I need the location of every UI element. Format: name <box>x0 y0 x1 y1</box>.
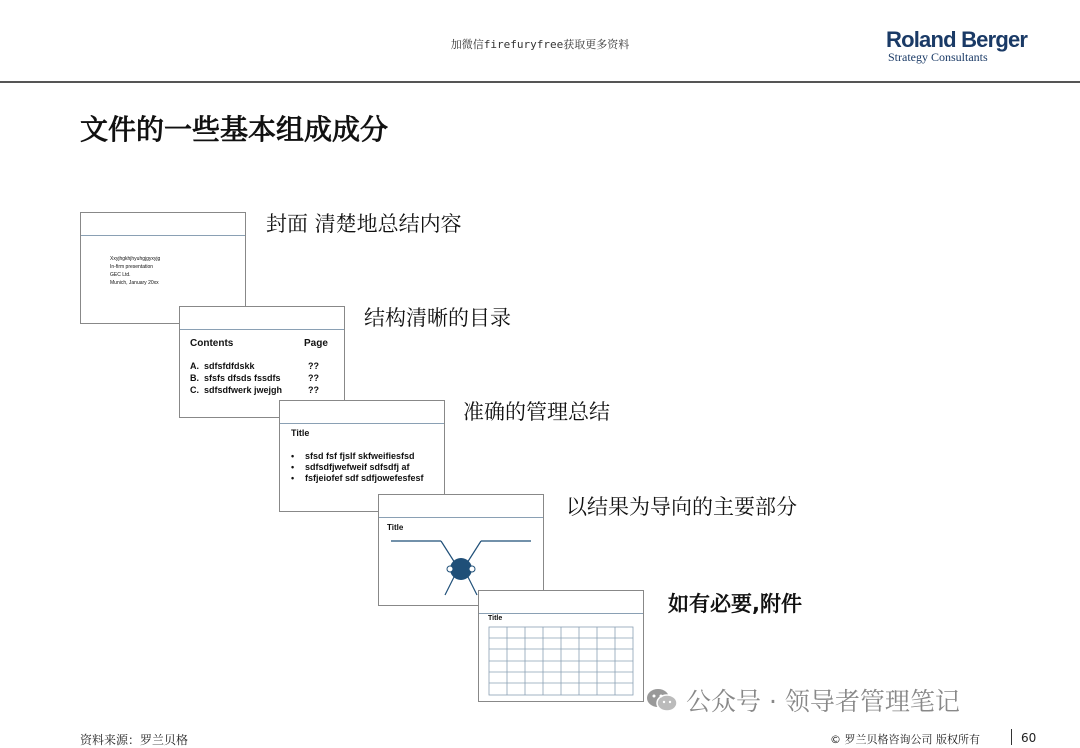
cover-caption: 封面 清楚地总结内容 <box>266 212 462 236</box>
main-heading: Title <box>387 523 404 532</box>
contents-heading: Contents <box>190 338 234 349</box>
network-diagram <box>379 495 543 605</box>
contents-caption: 结构清晰的目录 <box>364 306 511 330</box>
header-note: 加微信firefuryfree获取更多资料 <box>450 38 630 51</box>
wechat-icon <box>646 687 678 713</box>
cover-line: In-firm presentation <box>110 264 154 270</box>
summary-caption: 准确的管理总结 <box>463 400 610 424</box>
contents-item-page: ?? <box>308 373 319 383</box>
cover-line: Munich, January 20xx <box>110 280 159 286</box>
appendix-caption: 如有必要,附件 <box>668 592 802 616</box>
page-title: 文件的一些基本组成成分 <box>80 113 389 146</box>
summary-bullet: sdfsdfjwefweif sdfsdfj af <box>305 462 410 472</box>
main-part-caption: 以结果为导向的主要部分 <box>566 495 797 519</box>
summary-heading: Title <box>291 428 310 438</box>
slide-title-bar <box>280 423 444 424</box>
roland-berger-logo: Roland Berger <box>886 27 1028 52</box>
contents-item-letter: A. <box>190 361 199 371</box>
bullet-dot: • <box>291 451 295 461</box>
source-note: 资料来源：罗兰贝格 <box>80 733 189 747</box>
page-heading: Page <box>304 338 328 349</box>
cover-line: GEC Ltd. <box>110 272 131 278</box>
appendix-table-grid <box>479 591 643 701</box>
header-divider <box>0 81 1080 83</box>
contents-item-letter: B. <box>190 373 199 383</box>
logo-subtitle: Strategy Consultants <box>888 50 988 64</box>
bullet-dot: • <box>291 462 295 472</box>
bullet-dot: • <box>291 473 295 483</box>
contents-item-text: sdfsdfwerk jwejgh <box>204 385 283 395</box>
contents-item-page: ?? <box>308 385 319 395</box>
summary-bullet: fsfjeiofef sdf sdfjowefesfesf <box>305 473 424 483</box>
wechat-watermark <box>646 682 960 718</box>
copyright-note: © 罗兰贝格咨询公司 版权所有 <box>830 733 980 746</box>
contents-item-text: sfsfs dfsds fssdfs <box>204 373 281 383</box>
slide-title-bar <box>180 329 344 330</box>
page-number: 60 <box>1021 731 1037 745</box>
watermark-text: 公众号 · 领导者管理笔记 <box>686 687 960 716</box>
appendix-heading: Title <box>488 615 503 622</box>
cover-line: Xxyjhgkhjhyuhgjgyxyjg <box>110 256 161 262</box>
slide-title-bar <box>81 235 245 236</box>
contents-item-letter: C. <box>190 385 199 395</box>
summary-bullet: sfsd fsf fjslf skfweifiesfsd <box>305 451 415 461</box>
appendix-slide-thumbnail <box>478 590 644 702</box>
footer-separator <box>1011 729 1012 745</box>
contents-item-text: sdfsfdfdskk <box>204 361 255 371</box>
contents-item-page: ?? <box>308 361 319 371</box>
